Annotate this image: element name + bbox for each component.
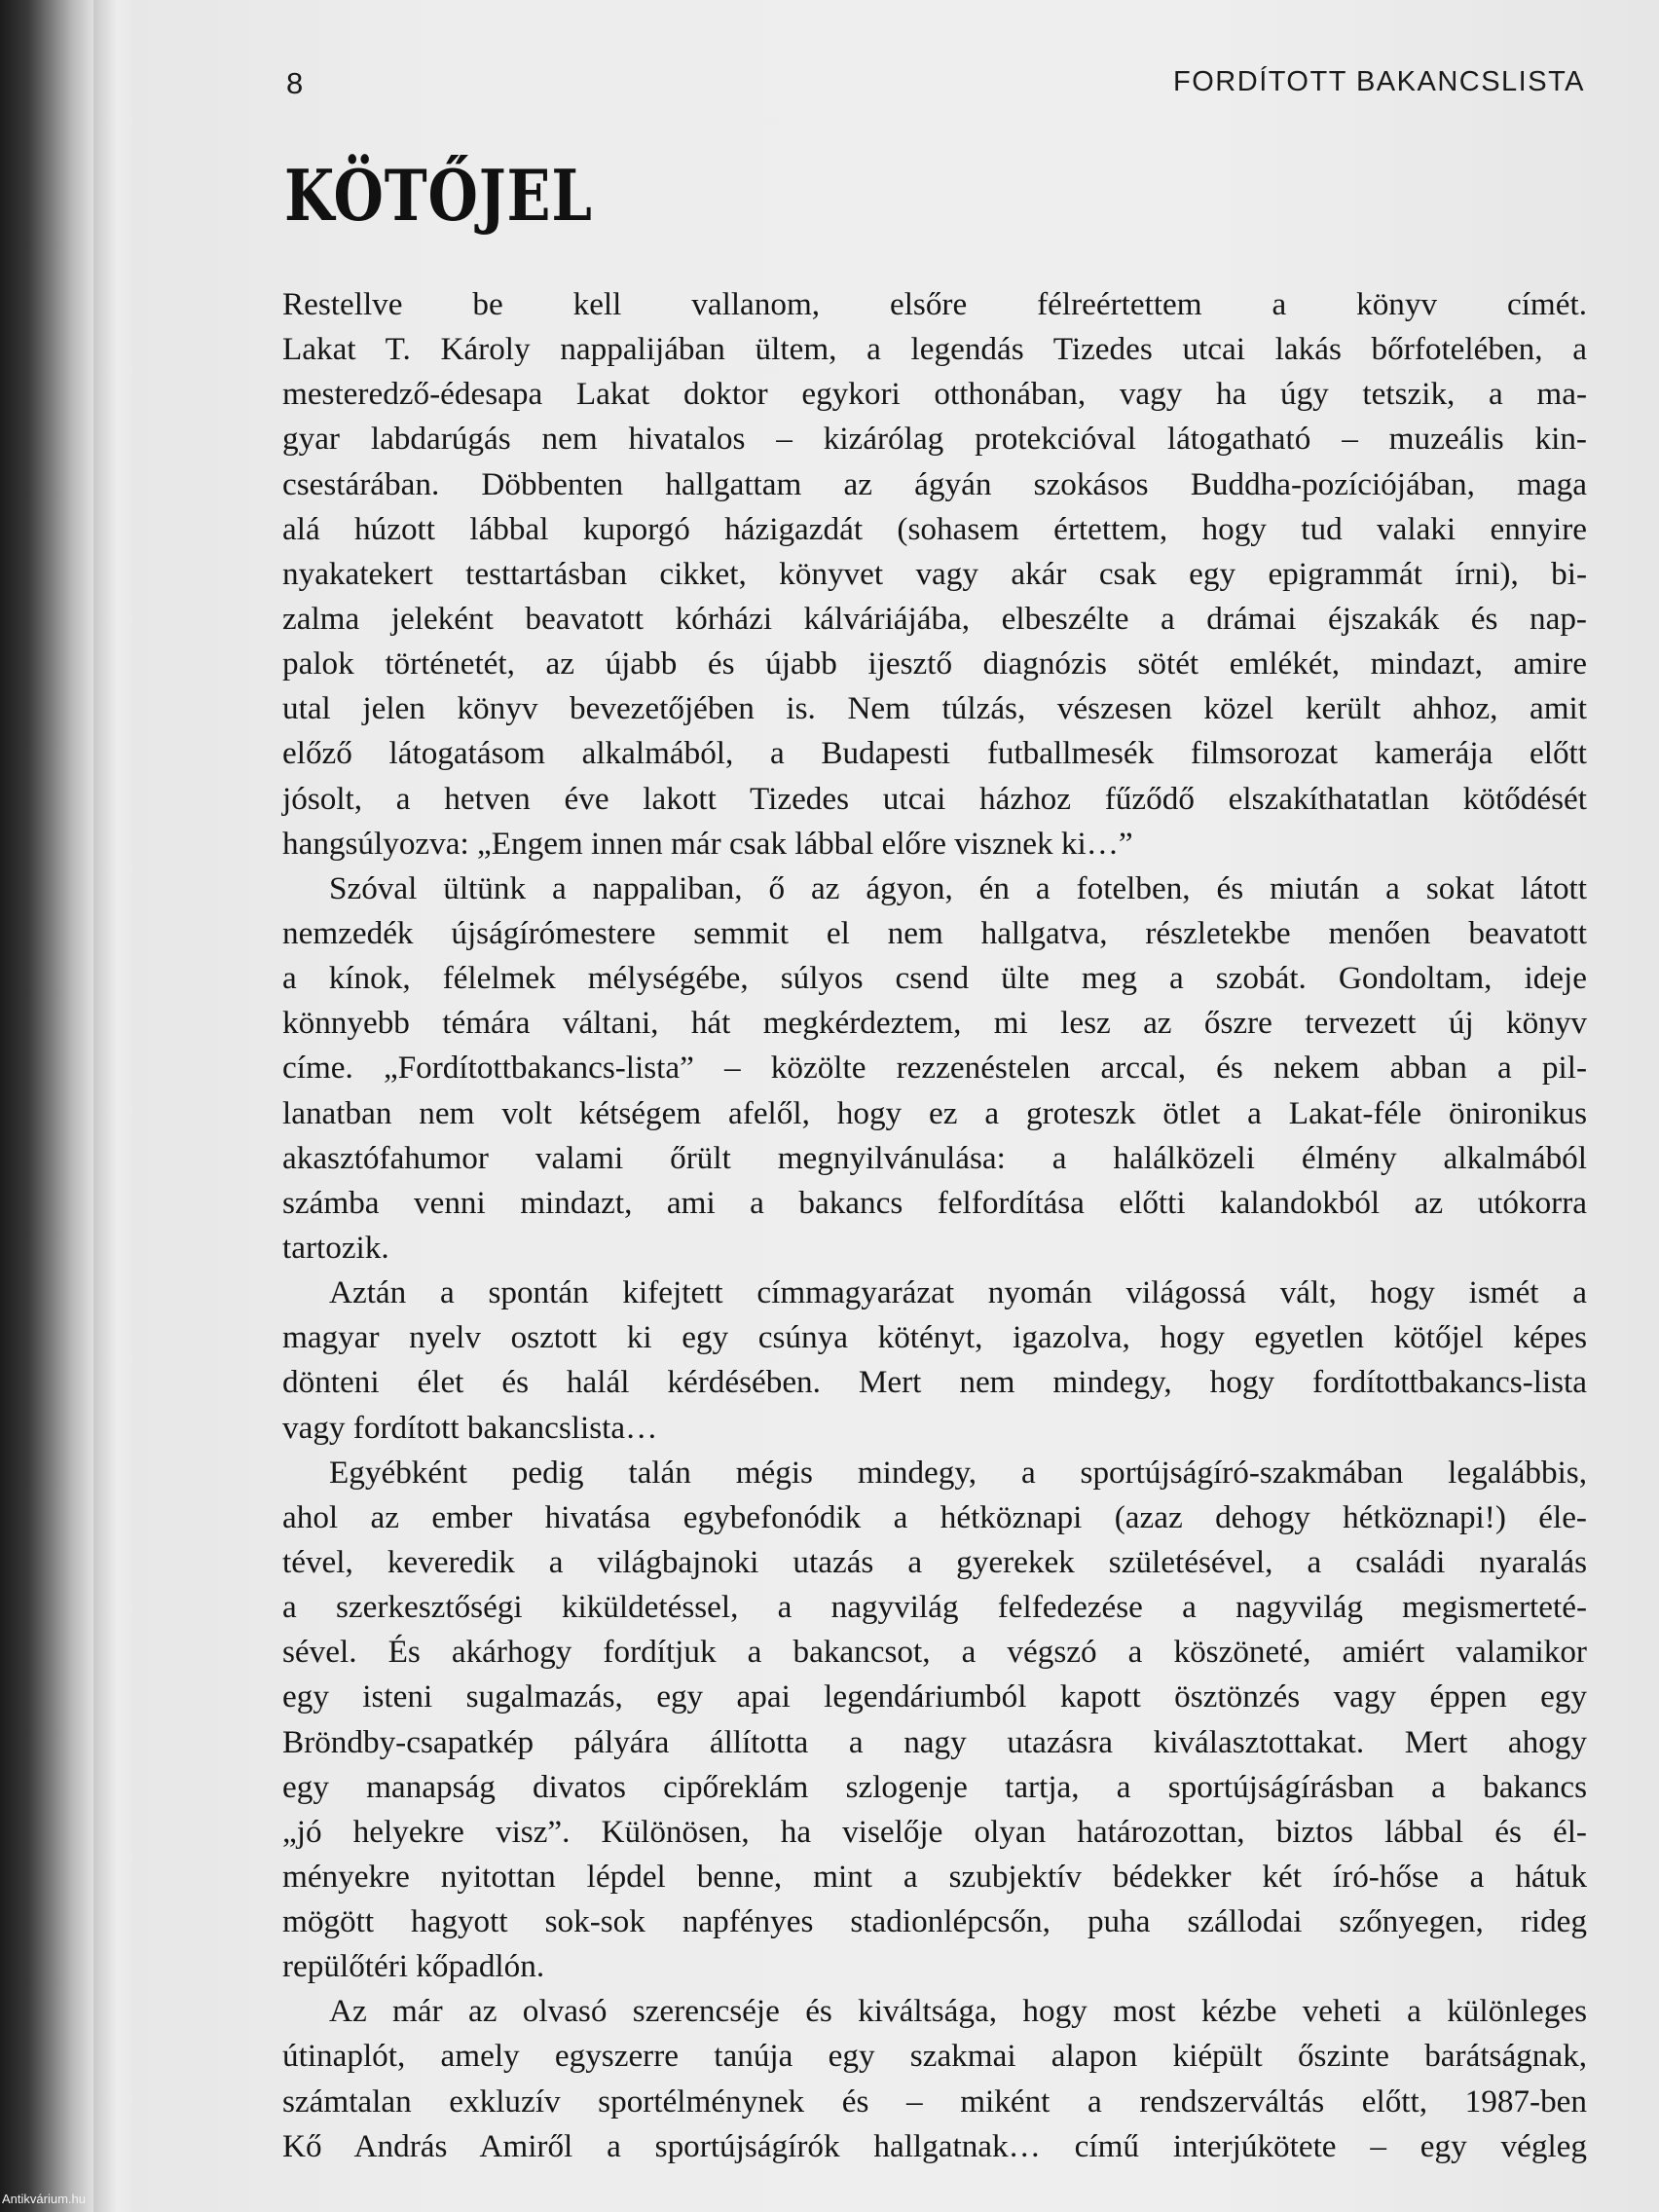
text-line: útinaplót, amely egyszerre tanúja egy szakmai alapon kiépült őszinte barátságnak, [282, 2038, 1587, 2075]
text-line: jósolt, a hetven éve lakott Tizedes utcai házhoz fűződő elszakíthatatlan kötődését [282, 780, 1587, 817]
text-line: előző látogatásom alkalmából, a Budapesti futballmesék filmsorozat kamerája előtt [282, 735, 1587, 772]
text-line: zalma jeleként beavatott kórházi kálváriájába, elbeszélte a drámai éjszakák és nap- [282, 600, 1587, 637]
text-line: utal jelen könyv bevezetőjében is. Nem túlzás, vészesen közel került ahhoz, amit [282, 690, 1587, 727]
text-line: tartozik. [282, 1229, 389, 1266]
text-line: hangsúlyozva: „Engem innen már csak lábbal előre visznek ki…” [282, 825, 1133, 862]
page-edge [93, 0, 132, 2212]
text-line: Szóval ültünk a nappaliban, ő az ágyon, én a fotelben, és miután a sokat látott [329, 869, 1587, 906]
text-line: csestárában. Döbbenten hallgattam az ágyán szokásos Buddha-pozíciójában, maga [282, 465, 1587, 502]
text-line: Az már az olvasó szerencséje és kiváltsága, hogy most kézbe veheti a különleges [329, 1993, 1587, 2030]
text-line: mögött hagyott sok-sok napfényes stadionlépcsőn, puha szállodai szőnyegen, rideg [282, 1903, 1587, 1940]
text-line: Restellve be kell vallanom, elsőre félreértettem a könyv címét. [282, 286, 1587, 322]
text-line: címe. „Fordítottbakancs-lista” – közölte rezzenéstelen arccal, és nekem abban a pil- [282, 1050, 1587, 1087]
running-head: FORDÍTOTT BAKANCSLISTA [1173, 66, 1585, 97]
text-line: „jó helyekre visz”. Különösen, ha viselője olyan határozottan, biztos lábbal és él- [282, 1813, 1587, 1850]
text-line: repülőtéri kőpadlón. [282, 1948, 545, 1985]
text-line: lanatban nem volt kétségem afelől, hogy ez a groteszk ötlet a Lakat-féle önironikus [282, 1094, 1587, 1131]
chapter-title: KÖTŐJEL [284, 154, 593, 237]
text-line: ményekre nyitottan lépdel benne, mint a szubjektív bédekker két író-hőse a hátuk [282, 1858, 1587, 1895]
book-spine-shadow [0, 0, 93, 2212]
text-line: nyakatekert testtartásban cikket, könyvet vagy akár csak egy epigrammát írni), bi- [282, 555, 1587, 592]
text-line: tével, keveredik a világbajnoki utazás a gyerekek születésével, a családi nyaralás [282, 1543, 1587, 1580]
body-text [282, 282, 1587, 2169]
text-line: vagy fordított bakancslista… [282, 1409, 658, 1446]
text-line: akasztófahumor valami őrült megnyilvánulása: a halálközeli élmény alkalmából [282, 1139, 1587, 1176]
text-line: könnyebb témára váltani, hát megkérdeztem, mi lesz az őszre tervezett új könyv [282, 1005, 1587, 1042]
text-line: számtalan exkluzív sportélménynek és – miként a rendszerváltás előtt, 1987-ben [282, 2083, 1587, 2120]
text-line: számba venni mindazt, ami a bakancs felfordítása előtti kalandokból az utókorra [282, 1184, 1587, 1221]
text-line: Egyébként pedig talán mégis mindegy, a sportújságíró-szakmában legalábbis, [329, 1454, 1587, 1491]
text-line: gyar labdarúgás nem hivatalos – kizárólag protekcióval látogatható – muzeális kin- [282, 421, 1587, 458]
text-line: nemzedék újságírómestere semmit el nem hallgatva, részletekbe menően beavatott [282, 914, 1587, 951]
text-line: Bröndby-csapatkép pályára állította a nagy utazásra kiválasztottakat. Mert ahogy [282, 1723, 1587, 1760]
text-line: Kő András Amiről a sportújságírók hallgatnak… című interjúkötete – egy végleg [282, 2127, 1587, 2164]
text-line: sével. És akárhogy fordítjuk a bakancsot, a végszó a köszöneté, amiért valamikor [282, 1634, 1587, 1671]
page-number: 8 [286, 66, 305, 100]
text-line: ahol az ember hivatása egybefonódik a hétköznapi (azaz dehogy hétköznapi!) éle- [282, 1498, 1587, 1535]
text-line: Lakat T. Károly nappalijában ültem, a legendás Tizedes utcai lakás bőrfotelében, a [282, 331, 1587, 368]
watermark: Antikvárium.hu [2, 2192, 86, 2206]
text-line: a szerkesztőségi kiküldetéssel, a nagyvilág felfedezése a nagyvilág megismerteté- [282, 1589, 1587, 1626]
text-line: a kínok, félelmek mélységébe, súlyos csend ülte meg a szobát. Gondoltam, ideje [282, 960, 1587, 997]
text-line: egy manapság divatos cipőreklám szlogenje tartja, a sportújságírásban a bakancs [282, 1768, 1587, 1805]
text-line: palok történetét, az újabb és újabb ijesztő diagnózis sötét emlékét, mindazt, amire [282, 645, 1587, 682]
text-line: alá húzott lábbal kuporgó házigazdát (sohasem értettem, hogy tud valaki ennyire [282, 510, 1587, 547]
text-line: Aztán a spontán kifejtett címmagyarázat nyomán világossá vált, hogy ismét a [329, 1274, 1587, 1311]
text-line: mesteredző-édesapa Lakat doktor egykori otthonában, vagy ha úgy tetszik, a ma- [282, 376, 1587, 413]
text-line: magyar nyelv osztott ki egy csúnya kötényt, igazolva, hogy egyetlen kötőjel képes [282, 1319, 1587, 1356]
text-line: egy isteni sugalmazás, egy apai legendáriumból kapott ösztönzés vagy éppen egy [282, 1678, 1587, 1715]
text-line: dönteni élet és halál kérdésében. Mert nem mindegy, hogy fordítottbakancs-lista [282, 1364, 1587, 1401]
